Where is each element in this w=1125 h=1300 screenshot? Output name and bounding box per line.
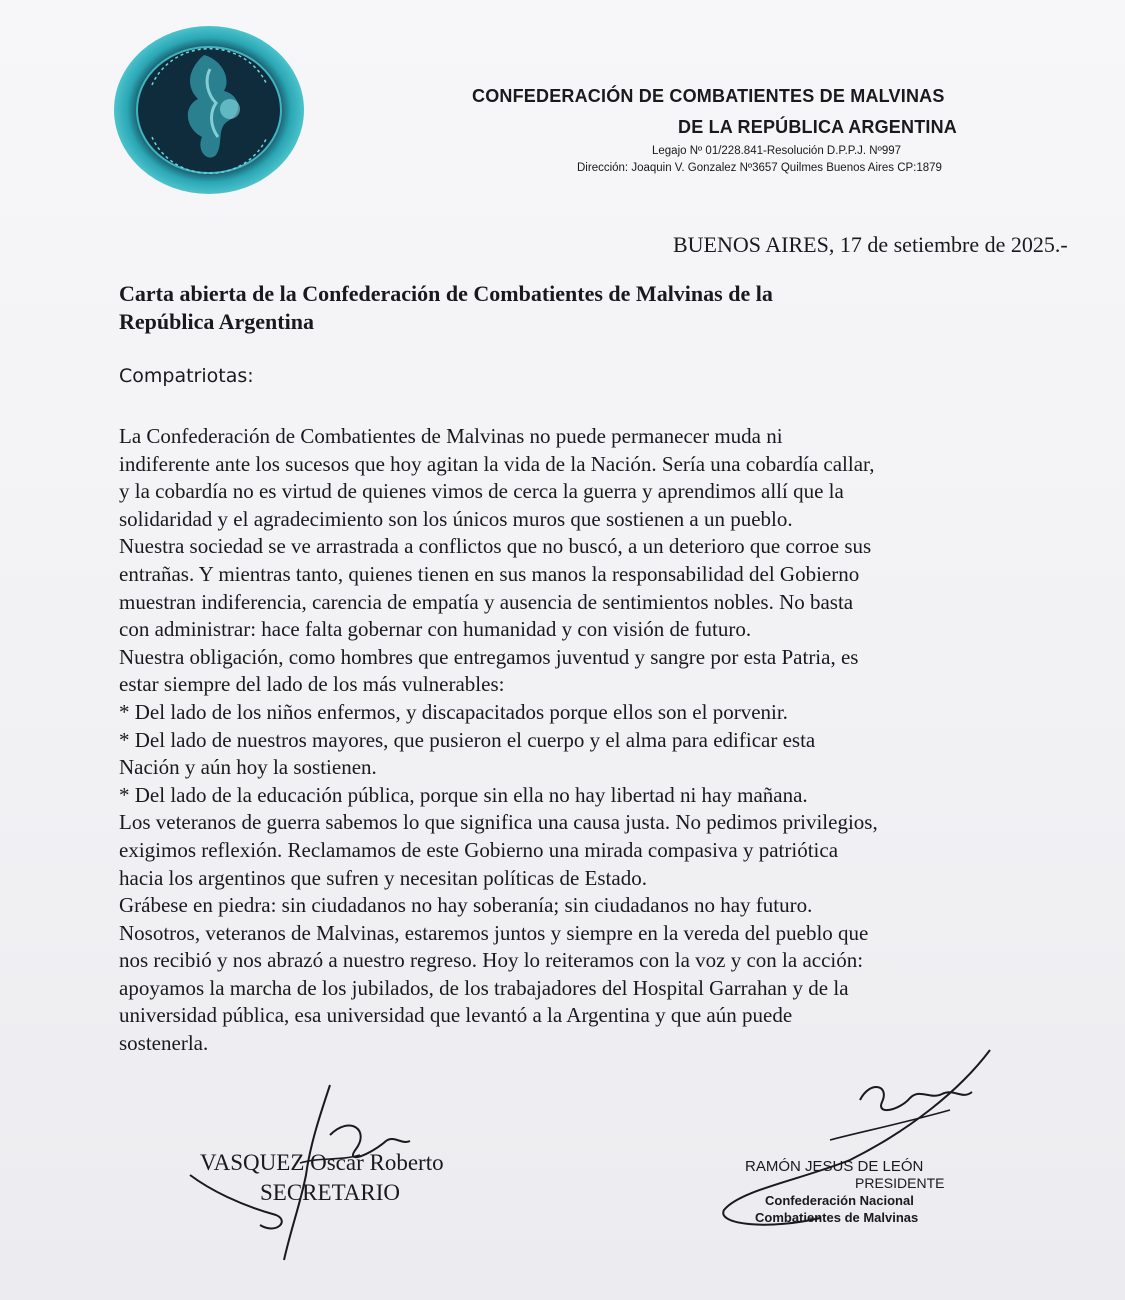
title-line: República Argentina: [119, 309, 314, 334]
body-line: hacia los argentinos que sufren y necesitan políticas de Estado.: [119, 865, 647, 890]
letter-body: [119, 423, 1059, 1058]
legajo-line: Legajo Nº 01/228.841-Resolución D.P.P.J. Nº997: [652, 145, 902, 157]
title-line: Carta abierta de la Confederación de Combatientes de Malvinas de la: [119, 281, 773, 306]
body-line: Nosotros, veteranos de Malvinas, estaremos juntos y siempre en la vereda del pueblo que: [119, 920, 869, 945]
body-line: Nuestra obligación, como hombres que entregamos juventud y sangre por esta Patria, es: [119, 644, 859, 669]
org-name-line2: DE LA REPÚBLICA ARGENTINA: [678, 117, 957, 137]
body-line: estar siempre del lado de los más vulnerables:: [119, 672, 505, 697]
address-line: Dirección: Joaquin V. Gonzalez Nº3657 Quilmes Buenos Aires CP:1879: [577, 162, 942, 174]
body-line: y la cobardía no es virtud de quienes vimos de cerca la guerra y aprendimos allí que la: [119, 479, 844, 504]
letter-date: BUENOS AIRES, 17 de setiembre de 2025.-: [673, 232, 1068, 257]
org-name-line1: CONFEDERACIÓN DE COMBATIENTES DE MALVINAS: [472, 86, 945, 106]
body-line: entrañas. Y mientras tanto, quienes tienen en sus manos la responsabilidad del Gobierno: [119, 561, 860, 586]
body-line: indiferente ante los sucesos que hoy agitan la vida de la Nación. Sería una cobardía callar,: [119, 451, 875, 476]
bullet-line: * Del lado de la educación pública, porque sin ella no hay libertad ni hay mañana.: [119, 782, 808, 807]
salutation: Compatriotas:: [119, 365, 254, 387]
stamp-line-2: Combatientes de Malvinas: [755, 1210, 919, 1225]
body-line: sostenerla.: [119, 1031, 209, 1056]
bullet-line: * Del lado de los niños enfermos, y discapacitados porque ellos son el porvenir.: [119, 699, 788, 724]
body-line: La Confederación de Combatientes de Malvinas no puede permanecer muda ni: [119, 424, 783, 448]
body-line: con administrar: hace falta gobernar con humanidad y con visión de futuro.: [119, 617, 752, 642]
body-line: Nación y aún hoy la sostienen.: [119, 755, 377, 780]
body-line: Grábese en piedra: sin ciudadanos no hay soberanía; sin ciudadanos no hay futuro.: [119, 893, 813, 918]
stamp-line-1: Confederación Nacional: [765, 1193, 914, 1208]
bullet-line: * Del lado de nuestros mayores, que pusieron el cuerpo y el alma para edificar esta: [119, 727, 816, 752]
body-line: solidaridad y el agradecimiento son los únicos muros que sostienen a un pueblo.: [119, 506, 793, 531]
body-line: nos recibió y nos abrazó a nuestro regreso. Hoy lo reiteramos con la voz y con la acción:: [119, 948, 864, 973]
right-signature-block: [745, 1158, 944, 1226]
secretary-name: VASQUEZ Oscar Roberto: [200, 1150, 444, 1175]
president-name: RAMÓN JESUS DE LEÓN: [745, 1158, 924, 1175]
left-signature-block: [200, 1148, 444, 1208]
body-line: Nuestra sociedad se ve arrastrada a conflictos que no buscó, a un deterioro que corroe sus: [119, 534, 872, 559]
confederation-seal-logo: [112, 25, 307, 195]
body-line: apoyamos la marcha de los jubilados, de los trabajadores del Hospital Garrahan y de la: [119, 975, 849, 1000]
secretary-role: SECRETARIO: [260, 1180, 400, 1205]
body-line: exigimos reflexión. Reclamamos de este Gobierno una mirada compasiva y patriótica: [119, 837, 839, 862]
body-line: universidad pública, esa universidad que levantó a la Argentina y que aún puede: [119, 1003, 793, 1028]
letter-title: [119, 280, 1019, 336]
president-role: PRESIDENTE: [855, 1175, 945, 1191]
body-line: Los veteranos de guerra sabemos lo que significa una causa justa. No pedimos privilegios,: [119, 810, 878, 835]
body-line: muestran indiferencia, carencia de empatía y ausencia de sentimientos nobles. No basta: [119, 589, 854, 614]
